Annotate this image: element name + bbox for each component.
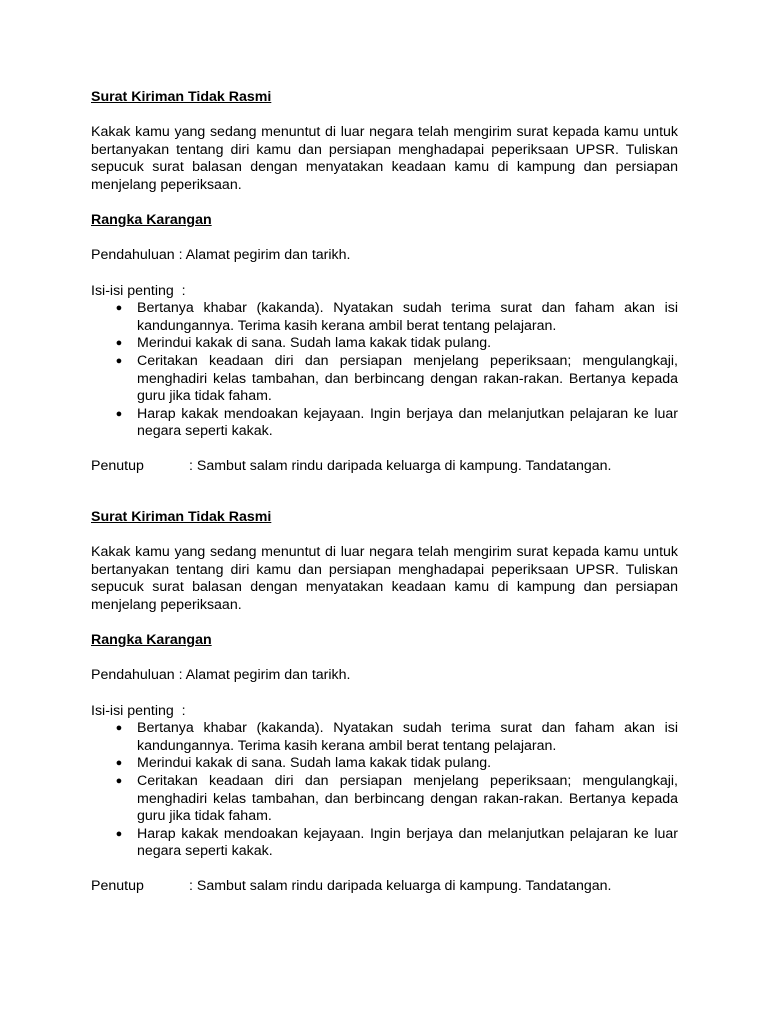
bullet-icon: ●	[115, 827, 123, 840]
list-item-text: Bertanya khabar (kakanda). Nyatakan sudah terima surat dan faham akan isi kandungannya. Terima kasih kerana ambil berat tentang pelajaran.	[137, 720, 678, 754]
list-item-text: Ceritakan keadaan diri dan persiapan menjelang peperiksaan; mengulangkaji, menghadiri kelas tambahan, dan berbincang dengan rakan-rakan. Bertanya kepada guru jika tidak faham.	[137, 772, 678, 825]
pendahuluan-line: Pendahuluan : Alamat pegirim dan tarikh.	[91, 667, 351, 684]
list-item	[91, 406, 678, 441]
key-points-list	[91, 300, 678, 441]
list-item	[91, 773, 678, 826]
section-title: Surat Kiriman Tidak Rasmi	[91, 89, 272, 105]
penutup-line	[91, 458, 678, 476]
list-item-text: Harap kakak mendoakan kejayaan. Ingin berjaya dan melanjutkan pelajaran ke luar negara seperti kakak.	[137, 825, 678, 860]
penutup-text: : Sambut salam rindu daripada keluarga di kampung. Tandatangan.	[189, 878, 612, 895]
list-item-text: Ceritakan keadaan diri dan persiapan menjelang peperiksaan; mengulangkaji, menghadiri kelas tambahan, dan berbincang dengan rakan-rakan. Bertanya kepada guru jika tidak faham.	[137, 352, 678, 405]
list-item-text: Merindui kakak di sana. Sudah lama kakak tidak pulang.	[137, 755, 492, 772]
key-points-list	[91, 720, 678, 861]
list-item	[91, 755, 678, 773]
list-item	[91, 826, 678, 861]
list-item	[91, 353, 678, 406]
list-item-text: Harap kakak mendoakan kejayaan. Ingin berjaya dan melanjutkan pelajaran ke luar negara seperti kakak.	[137, 405, 678, 440]
task-paragraph: Kakak kamu yang sedang menuntut di luar negara telah mengirim surat kepada kamu untuk bertanyakan tentang diri kamu dan persiapan menghadapai peperiksaan UPSR. Tuliskan sepucuk surat balasan dengan menyatakan keadaan kamu di kampung dan persiapan menjelang peperiksaan.	[91, 544, 678, 613]
letter-assignment-1	[91, 89, 678, 476]
bullet-icon: ●	[115, 407, 123, 420]
bullet-icon: ●	[115, 302, 123, 315]
task-paragraph: Kakak kamu yang sedang menuntut di luar negara telah mengirim surat kepada kamu untuk bertanyakan tentang diri kamu dan persiapan menghadapai peperiksaan UPSR. Tuliskan sepucuk surat balasan dengan menyatakan keadaan kamu di kampung dan persiapan menjelang peperiksaan.	[91, 124, 678, 193]
outline-heading: Rangka Karangan	[91, 632, 212, 649]
penutup-text: : Sambut salam rindu daripada keluarga di kampung. Tandatangan.	[189, 458, 612, 475]
bullet-icon: ●	[115, 757, 123, 770]
list-item	[91, 335, 678, 353]
bullet-icon: ●	[115, 354, 123, 367]
list-item	[91, 300, 678, 335]
outline-heading: Rangka Karangan	[91, 212, 212, 229]
isi-penting-label: Isi-isi penting :	[91, 282, 186, 299]
penutup-label: Penutup	[91, 878, 144, 895]
pendahuluan-line: Pendahuluan : Alamat pegirim dan tarikh.	[91, 247, 351, 264]
isi-penting-label: Isi-isi penting :	[91, 702, 186, 719]
letter-assignment-2	[91, 509, 678, 896]
list-item-text: Merindui kakak di sana. Sudah lama kakak tidak pulang.	[137, 335, 492, 352]
section-title: Surat Kiriman Tidak Rasmi	[91, 509, 272, 525]
penutup-label: Penutup	[91, 458, 144, 475]
list-item-text: Bertanya khabar (kakanda). Nyatakan sudah terima surat dan faham akan isi kandungannya. Terima kasih kerana ambil berat tentang pelajaran.	[137, 300, 678, 334]
penutup-line	[91, 878, 678, 896]
bullet-icon: ●	[115, 774, 123, 787]
bullet-icon: ●	[115, 337, 123, 350]
list-item	[91, 720, 678, 755]
bullet-icon: ●	[115, 722, 123, 735]
